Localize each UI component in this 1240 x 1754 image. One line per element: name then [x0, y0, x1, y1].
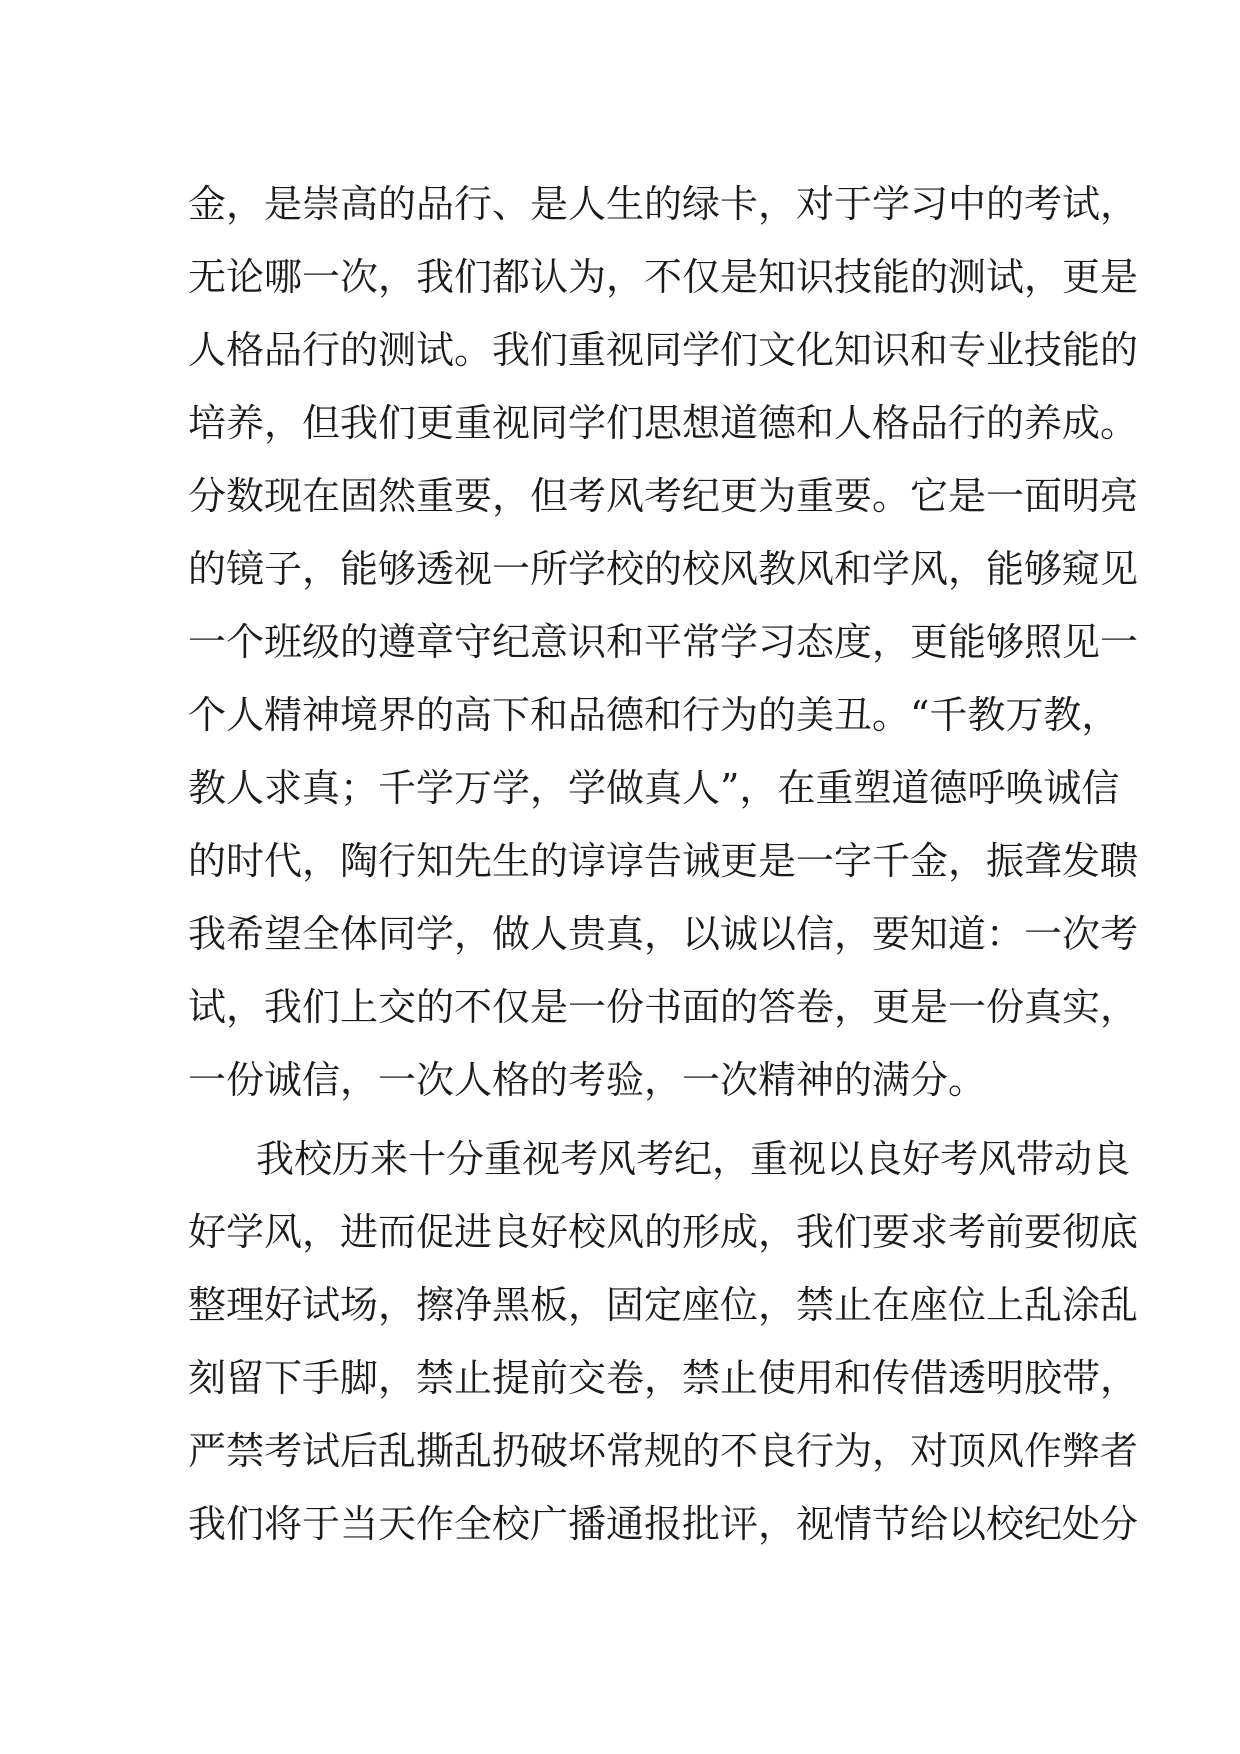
text-line: 一个班级的遵章守纪意识和平常学习态度，更能够照见一	[188, 620, 1139, 664]
text-line: 我们将于当天作全校广播通报批评，视情节给以校纪处分	[188, 1502, 1139, 1546]
text-line: 试，我们上交的不仅是一份书面的答卷，更是一份真实，	[188, 985, 1139, 1029]
text-line: 好学风，进而促进良好校风的形成，我们要求考前要彻底	[188, 1210, 1139, 1254]
text-line: 个人精神境界的高下和品德和行为的美丑。“千教万教，	[188, 693, 1120, 737]
text-line: 教人求真；千学万学，学做真人”，在重塑道德呼唤诚信	[188, 766, 1120, 810]
text-line: 整理好试场，擦净黑板，固定座位，禁止在座位上乱涂乱	[188, 1283, 1139, 1327]
text-line: 的镜子，能够透视一所学校的校风教风和学风，能够窥见	[188, 547, 1139, 591]
text-line: 人格品行的测试。我们重视同学们文化知识和专业技能的	[188, 328, 1139, 372]
text-line: 无论哪一次，我们都认为，不仅是知识技能的测试，更是	[188, 255, 1139, 299]
document-body	[188, 168, 1139, 1561]
text-line: 刻留下手脚，禁止提前交卷，禁止使用和传借透明胶带，	[188, 1356, 1139, 1400]
text-line: 一份诚信，一次人格的考验，一次精神的满分。	[188, 1058, 987, 1102]
paragraph-2	[188, 1123, 1139, 1561]
text-line: 分数现在固然重要，但考风考纪更为重要。它是一面明亮	[188, 474, 1139, 518]
text-line: 的时代，陶行知先生的谆谆告诫更是一字千金，振聋发聩	[188, 839, 1139, 883]
text-line: 严禁考试后乱撕乱扔破坏常规的不良行为，对顶风作弊者	[188, 1429, 1139, 1473]
text-line: 我校历来十分重视考风考纪，重视以良好考风带动良	[256, 1137, 1131, 1181]
text-line: 金，是崇高的品行、是人生的绿卡，对于学习中的考试，	[188, 182, 1139, 226]
paragraph-1	[188, 168, 1139, 1117]
text-line: 培养，但我们更重视同学们思想道德和人格品行的养成。	[188, 401, 1139, 445]
text-line: 我希望全体同学，做人贵真，以诚以信，要知道：一次考	[188, 912, 1139, 956]
